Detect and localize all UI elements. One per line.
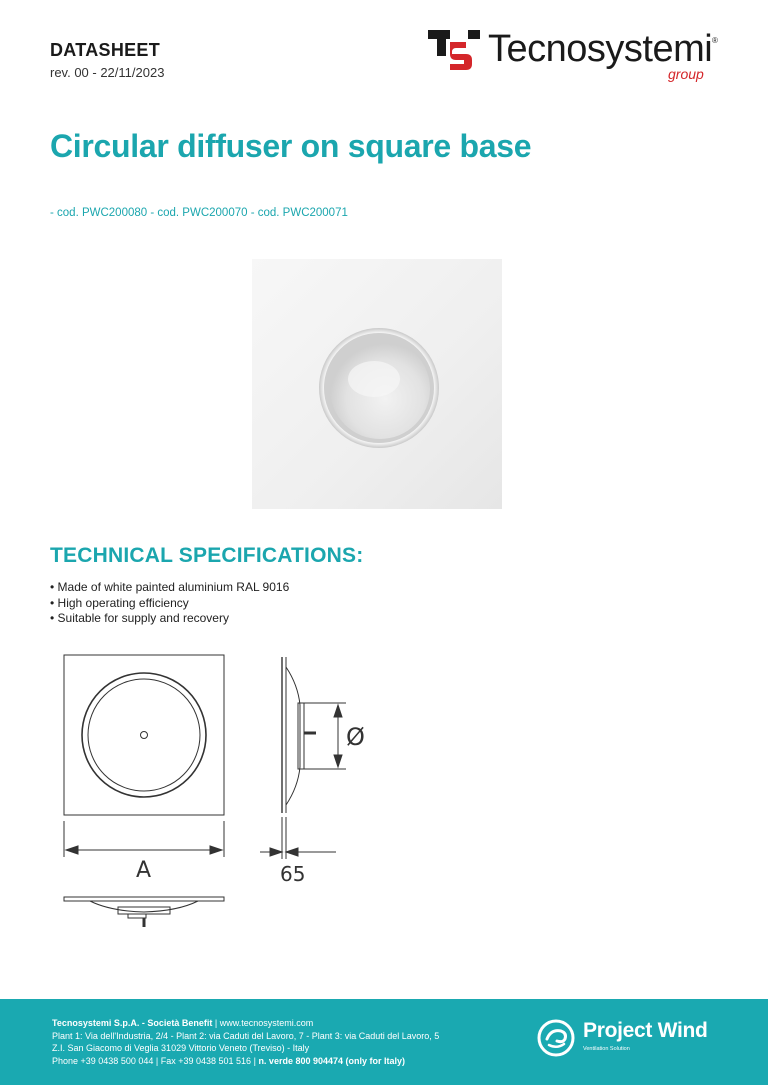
footer-toll-free: n. verde 800 904474 (only for Italy) xyxy=(258,1055,406,1066)
logo-registered-mark: ® xyxy=(712,36,718,45)
specifications-list xyxy=(50,580,289,627)
technical-drawing xyxy=(50,645,370,945)
footer-fax: Fax +39 0438 501 516 xyxy=(160,1055,252,1066)
footer-phone: Phone +39 0438 500 044 xyxy=(52,1055,154,1066)
project-wind-logo xyxy=(537,1015,737,1065)
tecnosystemi-logo xyxy=(428,28,728,84)
page-footer xyxy=(0,999,768,1085)
front-view-inner-circle xyxy=(88,679,200,791)
logo-group-label: group xyxy=(668,66,704,82)
footer-contact-info xyxy=(52,1017,439,1067)
project-wind-subtitle: Ventilation Solution xyxy=(583,1046,630,1052)
dimension-label-a: A xyxy=(136,858,152,883)
footer-website-link[interactable]: www.tecnosystemi.com xyxy=(219,1018,314,1028)
spec-item: • Suitable for supply and recovery xyxy=(50,611,289,627)
revision-date: rev. 00 - 22/11/2023 xyxy=(50,65,165,80)
tecnosystemi-logo-mark-icon xyxy=(428,30,480,70)
logo-wordmark: Tecnosystemi xyxy=(488,28,713,70)
product-codes: - cod. PWC200080 - cod. PWC200070 - cod. PWC200071 xyxy=(50,207,348,219)
dimension-label-depth: 65 xyxy=(280,862,306,886)
footer-separator: | xyxy=(214,1018,218,1028)
front-view-center-hole xyxy=(141,732,148,739)
diffuser-photo-icon xyxy=(252,259,502,509)
technical-drawing-svg xyxy=(50,645,370,945)
spec-item: • Made of white painted aluminium RAL 9016 xyxy=(50,580,289,596)
footer-separator: | xyxy=(155,1055,159,1066)
footer-plants: Plant 1: Via dell'Industria, 2/4 - Plant 2: via Caduti del Lavoro, 7 - Plant 3: via Caduti del Lavoro, 5 xyxy=(52,1030,440,1041)
footer-address: Z.I. San Giacomo di Veglia 31029 Vittorio Veneto (Treviso) - Italy xyxy=(52,1043,310,1053)
project-wind-name: Project Wind xyxy=(583,1019,708,1042)
product-title: Circular diffuser on square base xyxy=(50,128,532,164)
dimension-label-diameter: Ø xyxy=(346,723,365,751)
specifications-heading: TECHNICAL SPECIFICATIONS: xyxy=(50,544,364,567)
datasheet-title: DATASHEET xyxy=(50,40,161,60)
front-view-outer-circle xyxy=(82,673,206,797)
product-photo xyxy=(252,259,502,509)
footer-separator: | xyxy=(253,1055,256,1066)
project-wind-swirl-icon xyxy=(537,1019,575,1057)
document-header xyxy=(50,40,164,80)
spec-item: • High operating efficiency xyxy=(50,596,289,612)
footer-company: Tecnosystemi S.p.A. - Società Benefit xyxy=(52,1018,213,1028)
